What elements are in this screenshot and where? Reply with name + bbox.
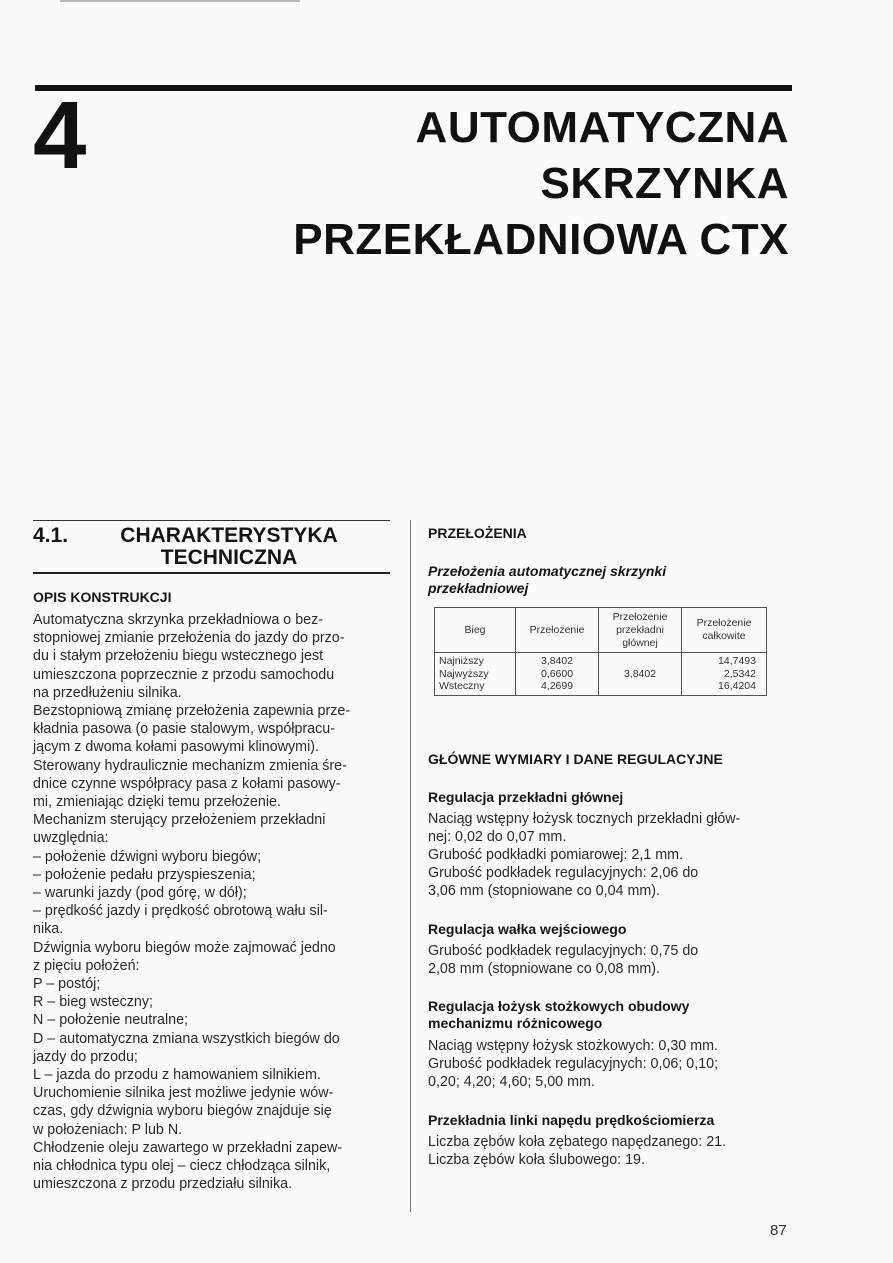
header-bieg: Bieg (435, 608, 516, 653)
opis-line: umieszczona z przodu przedziału silnika. (33, 1176, 293, 1193)
opis-line: nika. (33, 921, 64, 938)
section-title (99, 525, 359, 569)
block-body: Grubość podkładek regulacyjnych: 0,75 do 2,08 mm (stopniowane co 0,08 mm). (428, 942, 699, 977)
opis-line: jącym z dwoma kołami pasowymi klinowymi). (33, 739, 320, 756)
section-heading (33, 525, 393, 569)
opis-line: na przedłużeniu silnika. (33, 684, 182, 701)
cell-total: 14,7493 2,5342 16,4204 (682, 653, 767, 696)
ratio-table (434, 607, 767, 696)
column-divider (410, 520, 411, 1212)
header-przelozenie: Przełożenie (516, 608, 599, 653)
scan-artifact-stripe (60, 0, 300, 2)
opis-line: – położenie pedału przyspieszenia; (33, 866, 256, 883)
opis-line: kładnia pasowa (o pasie stalowym, współpracu- (33, 721, 335, 738)
left-column (33, 520, 393, 1194)
opis-line: du i stałym przełożeniu biegu wstecznego jest (33, 648, 324, 665)
wymiary-heading: GŁÓWNE WYMIARY I DANE REGULACYJNE (428, 750, 723, 767)
opis-line: czas, gdy dźwignia wyboru biegów znajduje się (33, 1103, 332, 1120)
chapter-title-line: SKRZYNKA (540, 159, 789, 208)
przelozenia-heading: PRZEŁOŻENIA (428, 525, 527, 541)
opis-line: uwzględnia: (33, 830, 109, 847)
table-header-row (435, 608, 767, 653)
opis-line: Automatyczna skrzynka przekładniowa o bez- (33, 612, 324, 628)
chapter-number: 4 (33, 82, 87, 189)
opis-line: umieszczona poprzecznie z przodu samochodu (33, 666, 335, 683)
block-body: Liczba zębów koła zębatego napędzanego: 21. Liczba zębów koła ślubowego: 19. (428, 1133, 727, 1168)
cell-final-drive: 3,8402 (599, 653, 682, 696)
opis-line: Sterowany hydraulicznie mechanizm zmienia śre- (33, 757, 347, 774)
table-caption-line: przekładniowej (428, 580, 529, 596)
opis-line: Mechanizm sterujący przełożeniem przekładni (33, 812, 326, 829)
table-caption-line: Przełożenia automatycznej skrzynki (428, 563, 667, 579)
header-przelozenie-glowne: Przełożenie przekładni głównej (599, 608, 682, 653)
block-title: Przekładnia linki napędu prędkościomierza (428, 1111, 715, 1128)
block-title: Regulacja łożysk stożkowych obudowy mechanizmu różnicowego (428, 997, 690, 1031)
section-number: 4.1. (33, 524, 69, 547)
opis-line: stopniowej zmianie przełożenia do jazdy do przo- (33, 630, 345, 647)
opis-heading: OPIS KONSTRUKCJI (33, 589, 172, 605)
opis-line: Bezstopniową zmianę przełożenia zapewnia prze- (33, 703, 351, 720)
cell-gears: Najniższy Najwyższy Wsteczny (435, 653, 516, 696)
section-title-line: TECHNICZNA (160, 546, 298, 569)
opis-line: L – jazda do przodu z hamowaniem silnikiem. (33, 1067, 321, 1084)
opis-line: – położenie dźwigni wyboru biegów; (33, 848, 262, 865)
block-body: Naciąg wstępny łożysk tocznych przekładni głów- nej: 0,02 do 0,07 mm. Grubość podkładki pomiarowej: 2,1 mm. Grubość podkładek regulacyjnych: 2,06 do 3,06 mm (stopniowane co 0,04 mm). (428, 810, 741, 900)
opis-line: – warunki jazdy (pod górę, w dół); (33, 885, 247, 902)
opis-line: w położeniach: P lub N. (33, 1121, 183, 1138)
page-number: 87 (770, 1222, 787, 1239)
right-column (428, 525, 792, 1169)
block-title: Regulacja wałka wejściowego (428, 920, 627, 937)
opis-body (33, 611, 393, 1194)
opis-line: Chłodzenie oleju zawartego w przekładni zapew- (33, 1139, 343, 1156)
opis-line: Dźwignia wyboru biegów może zajmować jedno (33, 939, 336, 956)
opis-line: dnice czynne współpracy pasa z kołami pasowy- (33, 775, 341, 792)
opis-line: R – bieg wsteczny; (33, 994, 153, 1011)
cell-ratios: 3,8402 0,6600 4,2699 (516, 653, 599, 696)
section-title-line: CHARAKTERYSTYKA (120, 524, 338, 547)
opis-line: jazdy do przodu; (33, 1048, 138, 1065)
table-caption (428, 563, 792, 597)
opis-line: – prędkość jazdy i prędkość obrotową wału sil- (33, 903, 328, 920)
chapter-title-line: AUTOMATYCZNA (415, 103, 789, 152)
table-row (435, 653, 767, 696)
opis-line: nia chłodnica typu olej – ciecz chłodząca silnik, (33, 1158, 331, 1175)
opis-line: N – położenie neutralne; (33, 1012, 188, 1029)
block-title: Regulacja przekładni głównej (428, 788, 624, 805)
block-body: Naciąg wstępny łożysk stożkowych: 0,30 mm. Grubość podkładek regulacyjnych: 0,06; 0,10; 0,20; 4,20; 4,60; 5,00 mm. (428, 1037, 719, 1091)
opis-line: mi, zmieniając dzięki temu przełożenie. (33, 794, 281, 811)
chapter-top-rule (35, 85, 792, 91)
opis-line: z pięciu położeń: (33, 957, 140, 974)
chapter-title (189, 100, 789, 268)
opis-line: P – postój; (33, 976, 101, 993)
section-rule-top (33, 520, 390, 521)
chapter-title-line: PRZEKŁADNIOWA CTX (293, 215, 789, 264)
opis-line: D – automatyczna zmiana wszystkich biegów do (33, 1030, 340, 1047)
header-przelozenie-calkowite: Przełożenie całkowite (682, 608, 767, 653)
opis-line: Uruchomienie silnika jest możliwe jedynie wów- (33, 1085, 334, 1102)
